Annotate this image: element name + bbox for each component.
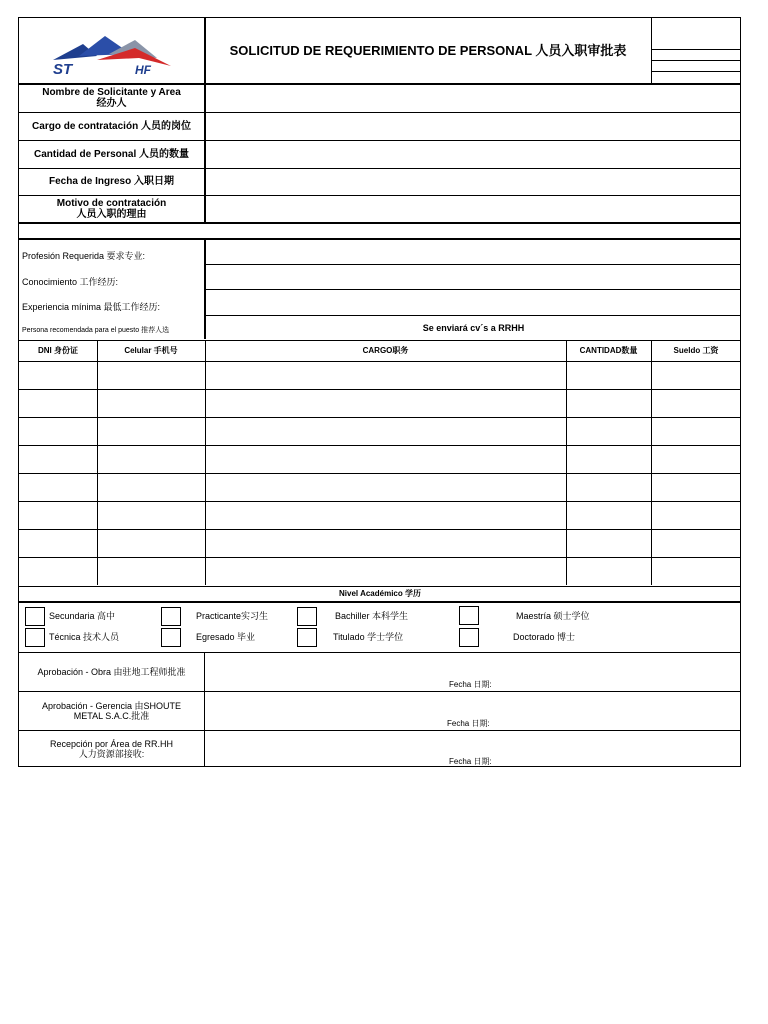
table-cell-dni[interactable] [19,361,97,389]
fecha-rrhh-label: Fecha 日期: [449,757,492,766]
table-cell-cantidad[interactable] [566,557,651,585]
profesion-label: Profesión Requerida 要求专业: [22,250,146,261]
solicitante-label: Nombre de Solicitante y Area 经办人 [42,86,181,109]
checkbox-tecnica[interactable] [25,628,45,647]
conocimiento-label: Conocimiento 工作经历: [22,276,119,287]
svg-text:ST: ST [53,61,73,76]
table-cell-celular[interactable] [97,557,205,585]
svg-text:HF: HF [135,63,151,76]
table-header-sueldo: Sueldo 工资 [673,345,719,355]
option-egresado-label: Egresado 毕业 [196,632,256,642]
checkbox-maestria[interactable] [459,606,479,625]
table-cell-sueldo[interactable] [651,417,741,445]
option-doctorado-label: Doctorado 博士 [513,632,576,642]
table-cell-dni[interactable] [19,557,97,585]
table-header-cantidad: CANTIDAD数量 [579,345,638,355]
experiencia-label: Experiencia mínima 最低工作经历: [22,301,161,312]
table-cell-celular[interactable] [97,361,205,389]
persona-recomendada-label: Persona recomendada para el puesto 推荐人选 [22,326,170,334]
table-cell-cargo[interactable] [205,557,566,585]
table-cell-sueldo[interactable] [651,557,741,585]
table-cell-cantidad[interactable] [566,361,651,389]
table-cell-cargo[interactable] [205,529,566,557]
fecha-obra-label: Fecha 日期: [449,680,492,689]
enviara-cv-note: Se enviará cv´s a RRHH [422,322,525,333]
motivo-value[interactable] [206,196,741,222]
nivel-academico-title: Nivel Académico 学历 [339,589,421,599]
fecha-gerencia-label: Fecha 日期: [447,719,490,728]
table-header-dni: DNI 身份证 [38,345,78,355]
form-title: SOLICITUD DE REQUERIMIENTO DE PERSONAL 人员入职审批表 [229,42,627,58]
aprobacion-gerencia-label: Aprobación - Gerencia 由SHOUTE METAL S.A.C.批准 [41,700,182,721]
option-practicante-label: Practicante实习生 [196,611,269,621]
table-cell-dni[interactable] [19,445,97,473]
table-cell-sueldo[interactable] [651,389,741,417]
table-cell-cantidad[interactable] [566,445,651,473]
table-cell-cantidad[interactable] [566,389,651,417]
table-cell-dni[interactable] [19,501,97,529]
cargo-value[interactable] [206,113,741,140]
aprobacion-obra-label: Aprobación - Obra 由驻地工程师批准 [37,666,186,677]
table-cell-dni[interactable] [19,473,97,501]
profesion-value[interactable] [206,239,741,264]
conocimiento-value[interactable] [206,265,741,289]
cantidad-label: Cantidad de Personal 人员的数量 [33,148,190,160]
option-titulado-label: Titulado 学士学位 [333,632,404,642]
option-tecnica-label: Técnica 技术人员 [49,632,120,642]
option-bachiller-label: Bachiller 本科学生 [335,611,409,621]
fecha-ingreso-label: Fecha de Ingreso 入职日期 [48,176,175,188]
table-cell-cargo[interactable] [205,417,566,445]
table-cell-celular[interactable] [97,473,205,501]
table-cell-celular[interactable] [97,445,205,473]
table-cell-sueldo[interactable] [651,501,741,529]
table-cell-sueldo[interactable] [651,445,741,473]
checkbox-doctorado[interactable] [459,628,479,647]
company-logo [39,30,189,76]
table-cell-cargo[interactable] [205,473,566,501]
fecha-ingreso-value[interactable] [206,169,741,195]
checkbox-secundaria[interactable] [25,607,45,626]
table-cell-celular[interactable] [97,417,205,445]
table-header-celular: Celular 手机号 [124,345,178,355]
recepcion-rrhh-label: Recepción por Área de RR.HH 人力资源部接收: [49,738,174,759]
table-cell-celular[interactable] [97,529,205,557]
cargo-label: Cargo de contratación 人员的岗位 [32,120,191,132]
option-secundaria-label: Secundaria 高中 [49,611,116,621]
table-cell-cargo[interactable] [205,445,566,473]
table-cell-cargo[interactable] [205,361,566,389]
table-cell-dni[interactable] [19,417,97,445]
experiencia-value[interactable] [206,290,741,315]
solicitante-value[interactable] [206,84,741,112]
checkbox-titulado[interactable] [297,628,317,647]
table-cell-sueldo[interactable] [651,529,741,557]
table-cell-cargo[interactable] [205,389,566,417]
checkbox-practicante[interactable] [161,607,181,626]
table-cell-cantidad[interactable] [566,501,651,529]
table-cell-sueldo[interactable] [651,473,741,501]
table-cell-dni[interactable] [19,389,97,417]
motivo-label: Motivo de contratación 人员入职的理由 [56,197,167,220]
table-cell-dni[interactable] [19,529,97,557]
option-maestria-label: Maestría 硕士学位 [516,611,590,621]
checkbox-egresado[interactable] [161,628,181,647]
table-cell-celular[interactable] [97,501,205,529]
table-cell-cantidad[interactable] [566,473,651,501]
checkbox-bachiller[interactable] [297,607,317,626]
cantidad-value[interactable] [206,141,741,168]
logo-mountain-icon [39,30,189,76]
table-cell-sueldo[interactable] [651,361,741,389]
table-cell-cantidad[interactable] [566,529,651,557]
requisition-form [18,17,741,767]
table-cell-celular[interactable] [97,389,205,417]
table-cell-cargo[interactable] [205,501,566,529]
table-header-cargo: CARGO职务 [362,345,409,355]
table-cell-cantidad[interactable] [566,417,651,445]
